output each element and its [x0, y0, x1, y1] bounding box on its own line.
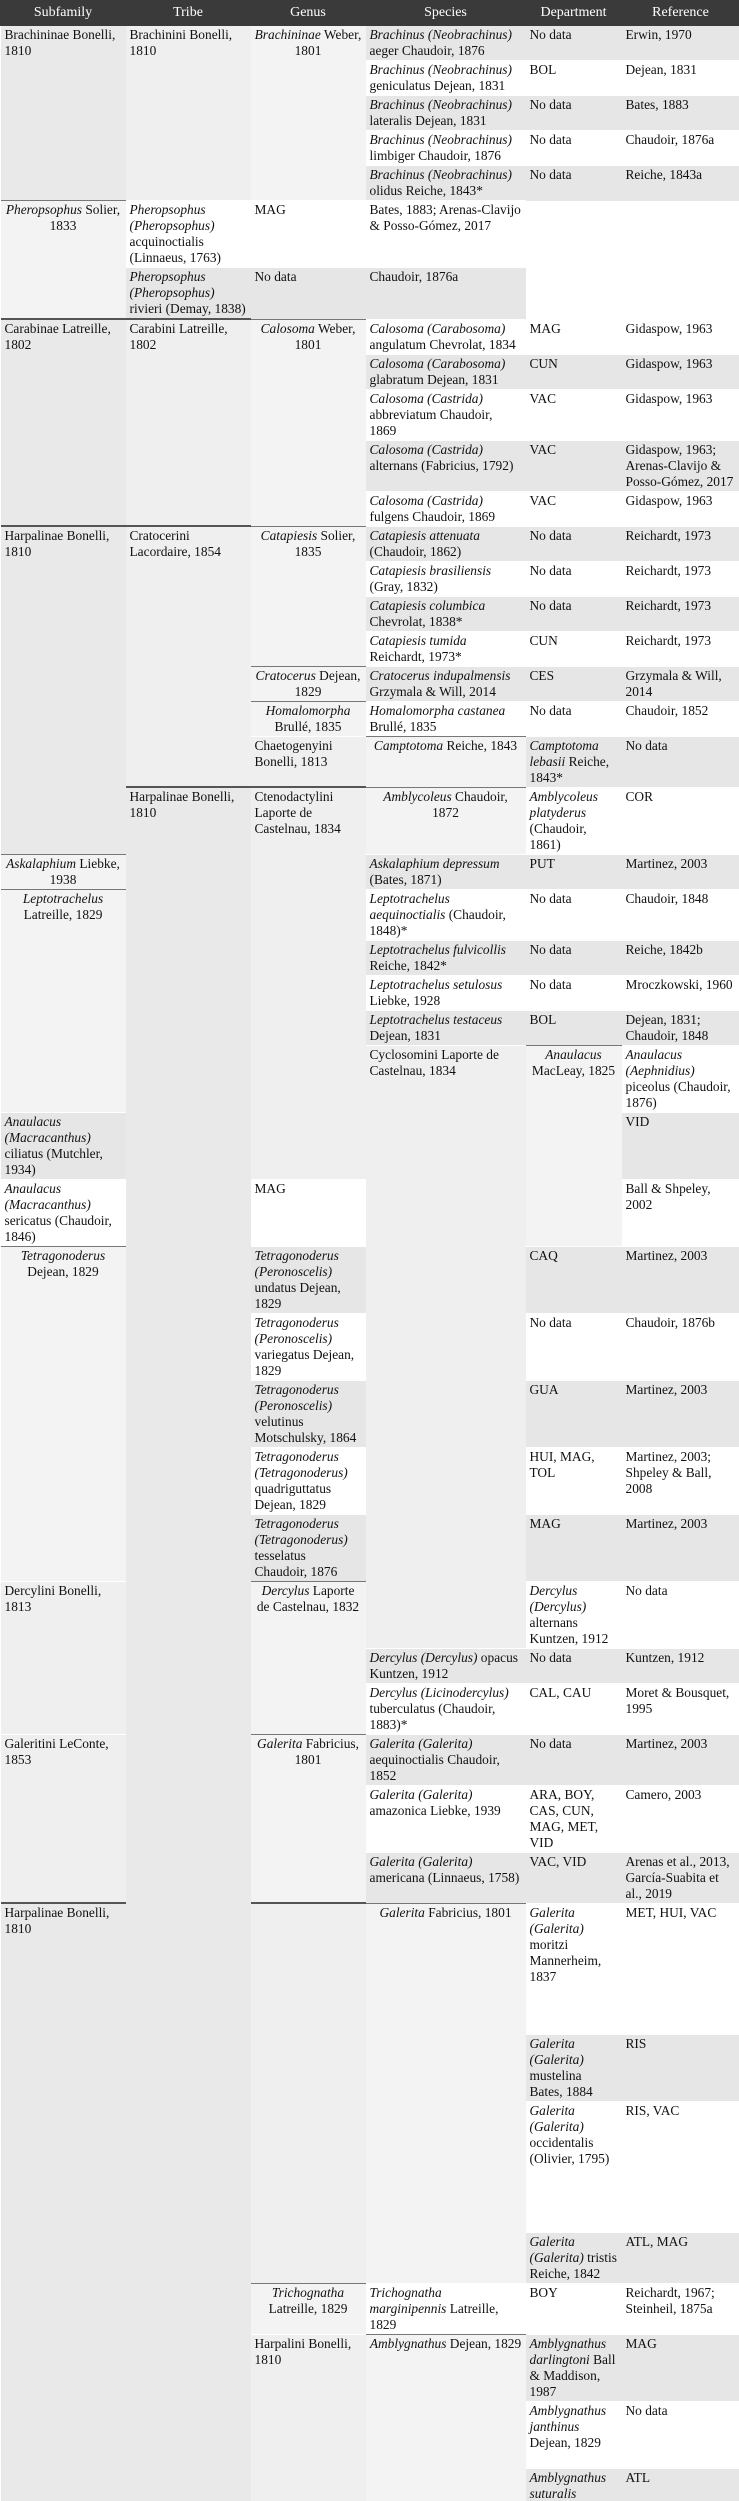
department-cell: MAG [526, 319, 622, 354]
tribe-cell: Cratocerini Lacordaire, 1854 [126, 526, 251, 787]
reference-cell: Gidaspow, 1963 [622, 354, 739, 389]
department-cell: BOL [526, 1010, 622, 1045]
species-cell: Trichognatha marginipennis Latreille, 1829 [366, 2283, 526, 2334]
species-cell: Brachinus (Neobrachinus) limbiger Chaudoir, 1876 [366, 131, 526, 166]
genus-cell: Tetragonoderus Dejean, 1829 [1, 1246, 126, 1581]
department-cell: MET, HUI, VAC [622, 1903, 739, 2034]
species-cell: Leptotrachelus setulosus Liebke, 1928 [366, 975, 526, 1010]
reference-cell: Reiche, 1843a [622, 166, 739, 201]
header-row [1, 1, 739, 26]
department-cell: RIS [622, 2034, 739, 2101]
department-cell: No data [526, 561, 622, 596]
reference-cell: Gidaspow, 1963 [622, 319, 739, 354]
tribe-cell: Ctenodactylini Laporte de Castelnau, 1834 [251, 787, 366, 1179]
reference-cell: Martinez, 2003 [622, 854, 739, 889]
reference-cell: Grzymala & Will, 2014 [622, 666, 739, 701]
table-row [1, 319, 739, 354]
department-cell: No data [526, 940, 622, 975]
reference-cell: Bates, 1883; Arenas-Clavijo & Posso-Gómez, 2017 [366, 201, 526, 268]
department-cell: No data [526, 166, 622, 201]
species-cell: Tetragonoderus (Peronoscelis) variegatus Dejean, 1829 [251, 1313, 366, 1380]
species-cell: Amblygnathus janthinus Dejean, 1829 [526, 2401, 622, 2468]
department-cell: No data [526, 1734, 622, 1785]
species-cell: Leptotrachelus fulvicollis Reiche, 1842* [366, 940, 526, 975]
department-cell: CAL, CAU [526, 1683, 622, 1734]
species-cell: Dercylus (Dercylus) opacus Kuntzen, 1912 [366, 1648, 526, 1683]
genus-cell: Leptotrachelus Latreille, 1829 [1, 889, 126, 1112]
header-species: Species [366, 1, 526, 26]
species-cell: Brachinus (Neobrachinus) lateralis Dejean, 1831 [366, 96, 526, 131]
department-cell: COR [622, 787, 739, 854]
species-cell: Brachinus (Neobrachinus) geniculatus Dejean, 1831 [366, 61, 526, 96]
species-cell: Homalomorpha castanea Brullé, 1835 [366, 701, 526, 736]
tribe-cell: Brachinini Bonelli, 1810 [126, 26, 251, 201]
genus-cell: Brachininae Weber, 1801 [251, 26, 366, 201]
table-body [1, 26, 739, 2501]
genus-cell: Dercylus Laporte de Castelnau, 1832 [251, 1581, 366, 1734]
reference-cell: Moret & Bousquet, 1995 [622, 1683, 739, 1734]
species-cell: Calosoma (Castrida) alternans (Fabricius, 1792) [366, 440, 526, 491]
subfamily-cell: Harpalinae Bonelli, 1810 [1, 1903, 126, 2501]
department-cell: No data [526, 1648, 622, 1683]
reference-cell: Reichardt, 1973 [622, 526, 739, 561]
department-cell: BOL [526, 61, 622, 96]
species-cell: Anaulacus (Macracanthus) sericatus (Chaudoir, 1846) [1, 1179, 126, 1246]
genus-cell: Pheropsophus Solier, 1833 [1, 201, 126, 320]
subfamily-cell: Harpalinae Bonelli, 1810 [1, 526, 126, 854]
department-cell: No data [526, 889, 622, 940]
department-cell: No data [526, 596, 622, 631]
department-cell: MAG [251, 201, 366, 268]
table-row [1, 1734, 739, 1785]
department-cell: VAC, VID [526, 1852, 622, 1903]
reference-cell: Gidaspow, 1963 [622, 491, 739, 526]
department-cell: PUT [526, 854, 622, 889]
reference-cell: Erwin, 1970 [622, 26, 739, 61]
species-cell: Dercylus (Licinodercylus) tuberculatus (Chaudoir, 1883)* [366, 1683, 526, 1734]
genus-cell: Galerita Fabricius, 1801 [366, 1903, 526, 2283]
reference-cell: Reichardt, 1967; Steinheil, 1875a [622, 2283, 739, 2334]
department-cell: CUN [526, 354, 622, 389]
genus-cell: Galerita Fabricius, 1801 [251, 1734, 366, 1903]
department-cell: MAG [526, 1514, 622, 1581]
species-cell: Catapiesis columbica Chevrolat, 1838* [366, 596, 526, 631]
table-row [1, 1903, 739, 2034]
species-cell: Calosoma (Castrida) fulgens Chaudoir, 1869 [366, 491, 526, 526]
species-cell: Galerita (Galerita) amazonica Liebke, 1939 [366, 1785, 526, 1852]
species-cell: Galerita (Galerita) mustelina Bates, 1884 [526, 2034, 622, 2101]
genus-cell: Calosoma Weber, 1801 [251, 319, 366, 526]
department-cell: BOY [526, 2283, 622, 2334]
reference-cell: Martinez, 2003 [622, 1246, 739, 1313]
tribe-cell: Carabini Latreille, 1802 [126, 319, 251, 526]
department-cell: MAG [622, 2334, 739, 2401]
genus-cell: Trichognatha Latreille, 1829 [251, 2283, 366, 2334]
species-cell: Brachinus (Neobrachinus) aeger Chaudoir, 1876 [366, 26, 526, 61]
species-cell: Amblygnathus darlingtoni Ball & Maddison, 1987 [526, 2334, 622, 2401]
species-cell: Pheropsophus (Pheropsophus) rivieri (Demay, 1838) [126, 268, 251, 320]
department-cell: No data [526, 26, 622, 61]
department-cell: No data [622, 2401, 739, 2468]
department-cell: No data [622, 1581, 739, 1648]
species-cell: Tetragonoderus (Peronoscelis) velutinus Motschulsky, 1864 [251, 1380, 366, 1447]
species-cell: Tetragonoderus (Tetragonoderus) tesselatus Chaudoir, 1876 [251, 1514, 366, 1581]
header-subfamily: Subfamily [1, 1, 126, 26]
reference-cell: Reiche, 1842b [622, 940, 739, 975]
department-cell: No data [526, 131, 622, 166]
reference-cell: Mroczkowski, 1960 [622, 975, 739, 1010]
reference-cell: Chaudoir, 1876a [622, 131, 739, 166]
reference-cell: Reichardt, 1973 [622, 631, 739, 666]
species-cell: Anaulacus (Aephnidius) piceolus (Chaudoir, 1876) [622, 1045, 739, 1112]
table-row [1, 26, 739, 61]
reference-cell: Chaudoir, 1876a [366, 268, 526, 320]
species-cell: Galerita (Galerita) tristis Reiche, 1842 [526, 2232, 622, 2283]
reference-cell: Dejean, 1831; Chaudoir, 1848 [622, 1010, 739, 1045]
genus-cell: Anaulacus MacLeay, 1825 [526, 1045, 622, 1246]
species-cell: Tetragonoderus (Peronoscelis) undatus Dejean, 1829 [251, 1246, 366, 1313]
department-cell: VAC [526, 440, 622, 491]
species-cell: Leptotrachelus testaceus Dejean, 1831 [366, 1010, 526, 1045]
subfamily-cell: Carabinae Latreille, 1802 [1, 319, 126, 526]
tribe-cell: Chaetogenyini Bonelli, 1813 [251, 736, 366, 787]
department-cell: HUI, MAG, TOL [526, 1447, 622, 1514]
department-cell: ATL, MAG [622, 2232, 739, 2283]
subfamily-cell: Brachininae Bonelli, 1810 [1, 26, 126, 201]
reference-cell: Reichardt, 1973 [622, 561, 739, 596]
department-cell: VID [622, 1112, 739, 1179]
department-cell: No data [251, 268, 366, 320]
genus-cell: Catapiesis Solier, 1835 [251, 526, 366, 666]
species-cell: Catapiesis attenuata (Chaudoir, 1862) [366, 526, 526, 561]
reference-cell: Dejean, 1831 [622, 61, 739, 96]
department-cell: VAC [526, 491, 622, 526]
department-cell: ARA, BOY, CAS, CUN, MAG, MET, VID [526, 1785, 622, 1852]
reference-cell: Martinez, 2003; Shpeley & Ball, 2008 [622, 1447, 739, 1514]
genus-cell: Camptotoma Reiche, 1843 [366, 736, 526, 787]
genus-cell: Amblygnathus Dejean, 1829 [366, 2334, 526, 2501]
reference-cell: Chaudoir, 1848 [622, 889, 739, 940]
species-cell: Calosoma (Carabosoma) glabratum Dejean, 1831 [366, 354, 526, 389]
department-cell: No data [526, 975, 622, 1010]
genus-cell: Homalomorpha Brullé, 1835 [251, 701, 366, 736]
species-cell: Calosoma (Carabosoma) angulatum Chevrolat, 1834 [366, 319, 526, 354]
species-cell: Catapiesis tumida Reichardt, 1973* [366, 631, 526, 666]
department-cell: No data [526, 96, 622, 131]
department-cell: ATL [622, 2468, 739, 2501]
department-cell: CUN [526, 631, 622, 666]
table-row [1, 526, 739, 561]
department-cell: GUA [526, 1380, 622, 1447]
reference-cell: Bates, 1883 [622, 96, 739, 131]
reference-cell: Arenas et al., 2013, García-Suabita et al., 2019 [622, 1852, 739, 1903]
department-cell: No data [622, 736, 739, 787]
species-cell: Amblycoleus platyderus (Chaudoir, 1861) [526, 787, 622, 854]
department-cell: CES [526, 666, 622, 701]
species-cell: Galerita (Galerita) aequinoctialis Chaudoir, 1852 [366, 1734, 526, 1785]
reference-cell: Gidaspow, 1963 [622, 389, 739, 440]
genus-cell: Amblycoleus Chaudoir, 1872 [366, 787, 526, 854]
reference-cell: Reichardt, 1973 [622, 596, 739, 631]
tribe-cell: Dercylini Bonelli, 1813 [1, 1581, 126, 1734]
header-reference: Reference [622, 1, 739, 26]
department-cell: No data [526, 526, 622, 561]
reference-cell: Chaudoir, 1876b [622, 1313, 739, 1380]
species-cell: Leptotrachelus aequinoctialis (Chaudoir, 1848)* [366, 889, 526, 940]
tribe-cell: Galeritini LeConte, 1853 [1, 1734, 126, 1903]
species-cell: Galerita (Galerita) americana (Linnaeus, 1758) [366, 1852, 526, 1903]
table-row [1, 201, 739, 268]
table-row [1, 889, 739, 940]
tribe-cell [251, 1903, 366, 2283]
species-cell: Askalaphium depressum (Bates, 1871) [366, 854, 526, 889]
header-genus: Genus [251, 1, 366, 26]
department-cell: No data [526, 701, 622, 736]
department-cell: VAC [526, 389, 622, 440]
reference-cell: Gidaspow, 1963; Arenas-Clavijo & Posso-Gómez, 2017 [622, 440, 739, 491]
species-cell: Pheropsophus (Pheropsophus) acquinoctialis (Linnaeus, 1763) [126, 201, 251, 268]
reference-cell: Chaudoir, 1852 [622, 701, 739, 736]
species-cell: Dercylus (Dercylus) alternans Kuntzen, 1912 [526, 1581, 622, 1648]
reference-cell: Camero, 2003 [622, 1785, 739, 1852]
reference-cell: Martinez, 2003 [622, 1514, 739, 1581]
species-cell: Calosoma (Castrida) abbreviatum Chaudoir, 1869 [366, 389, 526, 440]
tribe-cell: Harpalini Bonelli, 1810 [251, 2334, 366, 2501]
tribe-cell: Cyclosomini Laporte de Castelnau, 1834 [366, 1045, 526, 1648]
department-cell: CAQ [526, 1246, 622, 1313]
species-cell: Amblygnathus suturalis [526, 2468, 622, 2501]
species-cell: Anaulacus (Macracanthus) ciliatus (Mutchler, 1934) [1, 1112, 126, 1179]
department-cell: No data [526, 1313, 622, 1380]
subfamily-cell: Harpalinae Bonelli, 1810 [126, 787, 251, 2501]
species-cell: Brachinus (Neobrachinus) olidus Reiche, 1843* [366, 166, 526, 201]
species-cell: Tetragonoderus (Tetragonoderus) quadriguttatus Dejean, 1829 [251, 1447, 366, 1514]
reference-cell: Martinez, 2003 [622, 1380, 739, 1447]
genus-cell: Cratocerus Dejean, 1829 [251, 666, 366, 701]
reference-cell: Ball & Shpeley, 2002 [622, 1179, 739, 1246]
department-cell: RIS, VAC [622, 2101, 739, 2232]
header-tribe: Tribe [126, 1, 251, 26]
table-row [1, 854, 739, 889]
reference-cell: Kuntzen, 1912 [622, 1648, 739, 1683]
department-cell: MAG [251, 1179, 366, 1246]
genus-cell: Askalaphium Liebke, 1938 [1, 854, 126, 889]
species-cell: Galerita (Galerita) moritzi Mannerheim, 1837 [526, 1903, 622, 2034]
species-cell: Galerita (Galerita) occidentalis (Olivier, 1795) [526, 2101, 622, 2232]
species-cell: Camptotoma lebasii Reiche, 1843* [526, 736, 622, 787]
species-cell: Catapiesis brasiliensis (Gray, 1832) [366, 561, 526, 596]
header-department: Department [526, 1, 622, 26]
species-cell: Cratocerus indupalmensis Grzymala & Will, 2014 [366, 666, 526, 701]
reference-cell: Martinez, 2003 [622, 1734, 739, 1785]
